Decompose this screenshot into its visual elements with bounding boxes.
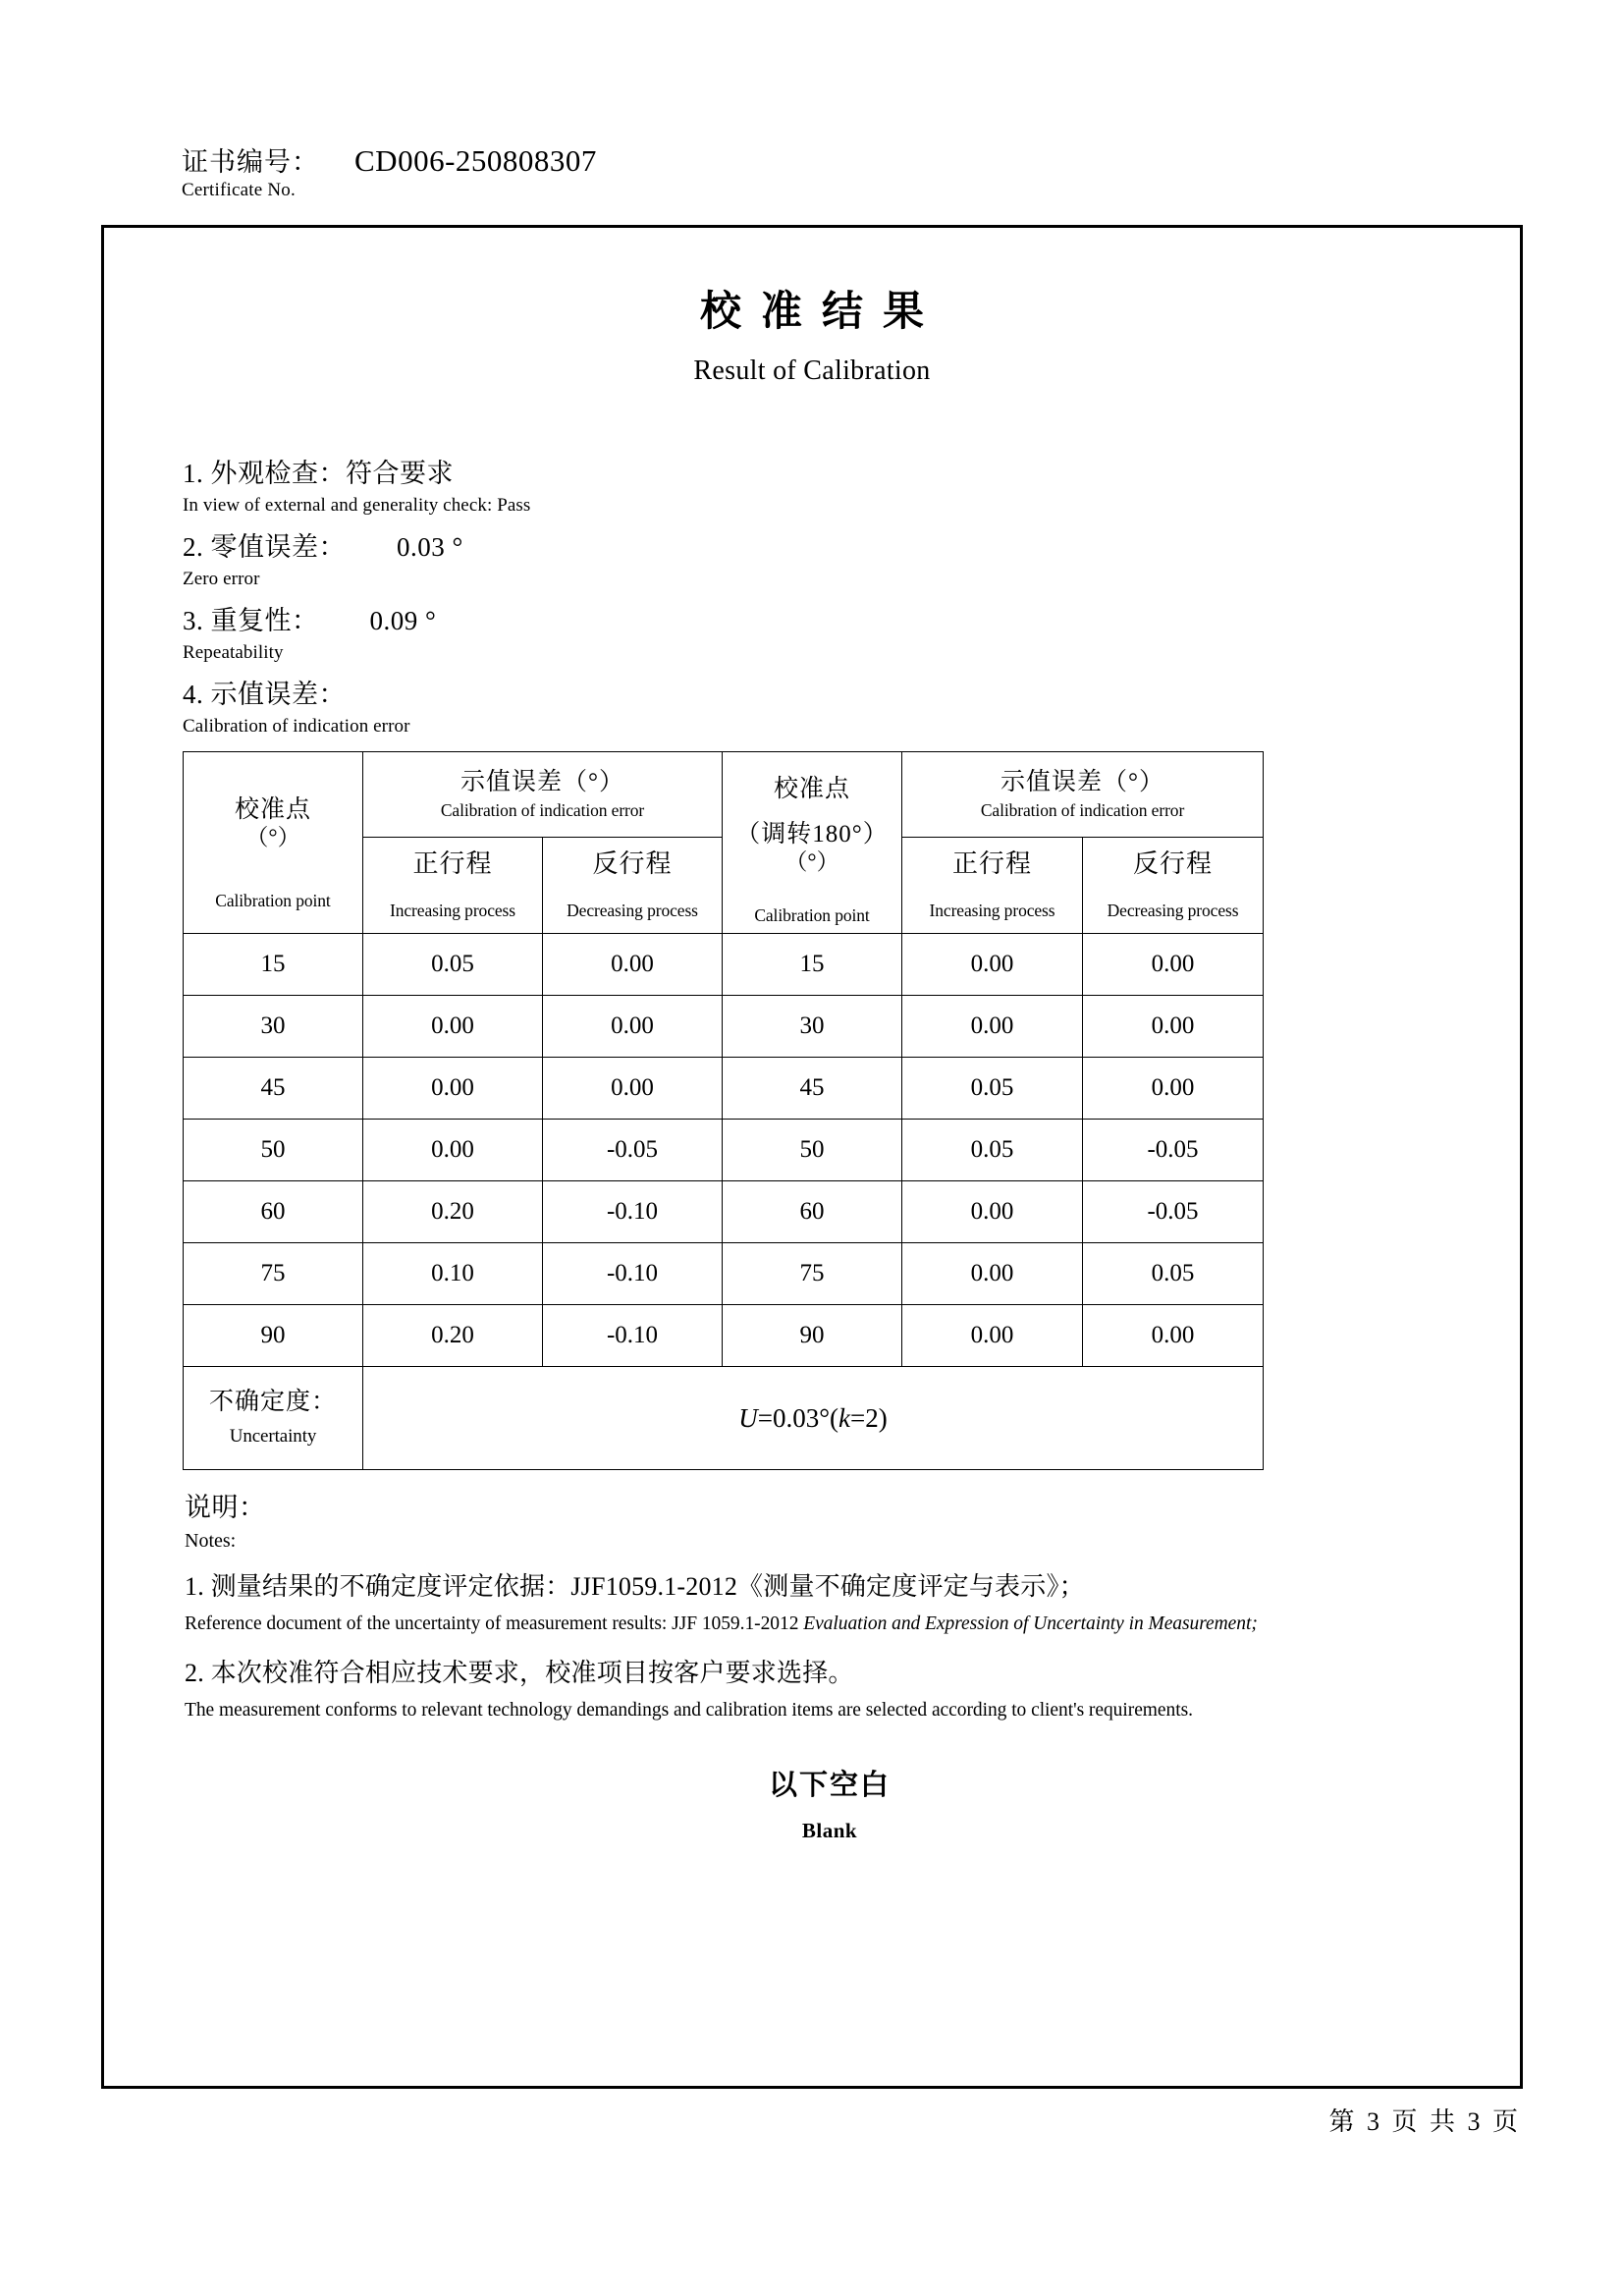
item-appearance-cn [183,452,1477,490]
header-increasing-cn-1: 正行程 [412,849,493,879]
cell-point-180: 30 [723,996,902,1058]
notes-title-en: Notes: [185,1530,237,1552]
header-calibration-point-en: Calibration point [215,891,331,911]
cell-point-180: 75 [723,1243,902,1305]
uncertainty-row [184,1367,1264,1470]
cell-decreasing: 0.00 [543,996,723,1058]
header-decreasing-2 [1083,838,1264,934]
header-indication-error-cn-1: 示值误差（°） [460,768,624,795]
cell-increasing: 0.20 [363,1305,543,1367]
header-increasing-en-1: Increasing process [390,901,515,921]
cell-decreasing-180: 0.05 [1083,1243,1264,1305]
cell-decreasing: -0.10 [543,1181,723,1243]
page-footer: 第 3 页 共 3 页 [1328,2107,1521,2136]
header-calibration-point-180-unit: （°） [784,849,839,875]
header-indication-error-group-1 [363,752,723,838]
certificate-label-en: Certificate No. [182,180,296,200]
blank-notice-cn: 以下空白 [768,1770,891,1802]
cell-decreasing-180: 0.00 [1083,996,1264,1058]
item-zero-error-value: 0.03 ° [397,532,463,562]
notes-section [183,1486,1477,1725]
note-2-cn: 2. 本次校准符合相应技术要求，校准项目按客户要求选择。 [185,1659,854,1688]
cell-decreasing-180: -0.05 [1083,1181,1264,1243]
cell-increasing-180: 0.00 [902,1181,1083,1243]
header-decreasing-cn-2: 反行程 [1133,849,1214,879]
header-calibration-point-cn: 校准点 [234,795,311,823]
note-2-en-plain: The measurement conforms to relevant technology demandings and calibration items are selected according to client's requirements. [185,1700,1193,1722]
header-decreasing-1 [543,838,723,934]
item-zero-error-cn [183,525,1477,564]
certificate-number-value: CD006-250808307 [354,143,597,178]
table-row [184,1058,1264,1120]
cell-point-180: 90 [723,1305,902,1367]
page-frame [101,225,1523,2089]
result-items [147,452,1477,1843]
cell-decreasing-180: -0.05 [1083,1120,1264,1181]
table-row [184,1120,1264,1181]
page-title: 校准结果 [699,287,944,335]
cell-increasing-180: 0.00 [902,1305,1083,1367]
header-indication-error-en-2: Calibration of indication error [980,800,1185,821]
cell-point: 90 [184,1305,363,1367]
header-calibration-point [184,752,363,934]
cell-increasing-180: 0.00 [902,934,1083,996]
table-row [184,934,1264,996]
blank-notice-en: Blank [801,1819,858,1843]
cell-decreasing-180: 0.00 [1083,1305,1264,1367]
header-calibration-point-unit: （°） [245,825,300,850]
header-calibration-point-180 [723,752,902,934]
header-decreasing-en-2: Decreasing process [1107,901,1239,921]
uncertainty-value-cell [363,1367,1264,1470]
cell-point: 15 [184,934,363,996]
notes-title-cn: 说明： [185,1493,266,1522]
cell-increasing-180: 0.00 [902,1243,1083,1305]
cell-increasing: 0.10 [363,1243,543,1305]
cell-point: 60 [184,1181,363,1243]
item-zero-error-label: 2. 零值误差： [183,532,346,562]
cell-point-180: 45 [723,1058,902,1120]
note-1-en [185,1610,1477,1639]
cell-point: 45 [184,1058,363,1120]
header-calibration-point-180-cn: 校准点 [774,776,851,803]
header-indication-error-group-2 [902,752,1264,838]
header-indication-error-cn-2: 示值误差（°） [1000,768,1165,795]
table-row [184,996,1264,1058]
item-appearance-en: In view of external and generality check: Pass [183,495,531,516]
cell-decreasing: 0.00 [543,934,723,996]
cell-decreasing: 0.00 [543,1058,723,1120]
note-1-en-italic: Evaluation and Expression of Uncertainty in Measurement; [803,1613,1258,1634]
table-header-row-1 [184,752,1264,838]
item-indication-error-label: 4. 示值误差： [183,680,346,709]
cell-point: 30 [184,996,363,1058]
uncertainty-symbol-u: U [738,1402,758,1433]
cell-increasing: 0.20 [363,1181,543,1243]
certificate-label-cn: 证书编号： [182,147,319,177]
table-row [184,1305,1264,1367]
note-2-en [185,1696,1477,1725]
header-increasing-cn-2: 正行程 [952,849,1033,879]
item-repeatability-cn [183,599,1477,637]
cell-increasing-180: 0.05 [902,1058,1083,1120]
note-1-cn: 1. 测量结果的不确定度评定依据：JJF1059.1-2012《测量不确定度评定与表示》； [185,1572,1085,1601]
cell-point-180: 60 [723,1181,902,1243]
table-row [184,1181,1264,1243]
certificate-header [182,140,1065,201]
item-zero-error-en: Zero error [183,569,260,589]
table-row [184,1243,1264,1305]
cell-decreasing: -0.10 [543,1243,723,1305]
uncertainty-label-cn: 不确定度： [208,1389,337,1416]
item-repeatability-label: 3. 重复性： [183,606,319,635]
header-increasing-en-2: Increasing process [929,901,1055,921]
item-repeatability-value: 0.09 ° [369,606,437,635]
header-indication-error-en-1: Calibration of indication error [440,800,645,821]
note-1-en-plain: Reference document of the uncertainty of measurement results: JJF 1059.1-2012 [185,1613,804,1634]
cell-point-180: 50 [723,1120,902,1181]
cell-increasing: 0.00 [363,1058,543,1120]
header-increasing-2 [902,838,1083,934]
cell-point: 75 [184,1243,363,1305]
cell-decreasing-180: 0.00 [1083,1058,1264,1120]
cell-increasing-180: 0.00 [902,996,1083,1058]
item-indication-error-en: Calibration of indication error [183,716,410,737]
uncertainty-symbol-k: k [838,1402,851,1433]
cell-increasing: 0.05 [363,934,543,996]
cell-decreasing-180: 0.00 [1083,934,1264,996]
calibration-result-table [183,751,1264,1470]
cell-increasing: 0.00 [363,1120,543,1181]
cell-decreasing: -0.10 [543,1305,723,1367]
cell-point: 50 [184,1120,363,1181]
uncertainty-eq-2: =2) [850,1402,888,1433]
cell-increasing-180: 0.05 [902,1120,1083,1181]
cell-point-180: 15 [723,934,902,996]
item-indication-error-cn [183,673,1477,711]
page-subtitle: Result of Calibration [693,355,931,386]
header-increasing-1 [363,838,543,934]
uncertainty-eq-1: =0.03°( [757,1402,839,1433]
uncertainty-label-en: Uncertainty [229,1425,317,1447]
header-decreasing-en-1: Decreasing process [567,901,698,921]
cell-increasing: 0.00 [363,996,543,1058]
cell-decreasing: -0.05 [543,1120,723,1181]
header-calibration-point-180-en: Calibration point [754,904,870,925]
item-appearance-label: 1. 外观检查：符合要求 [183,459,454,488]
certificate-number-line [182,140,1065,179]
uncertainty-label-cell [184,1367,363,1470]
item-repeatability-en: Repeatability [183,642,284,663]
header-calibration-point-180-sub: （调转180°） [735,820,889,847]
header-decreasing-cn-1: 反行程 [592,849,673,879]
